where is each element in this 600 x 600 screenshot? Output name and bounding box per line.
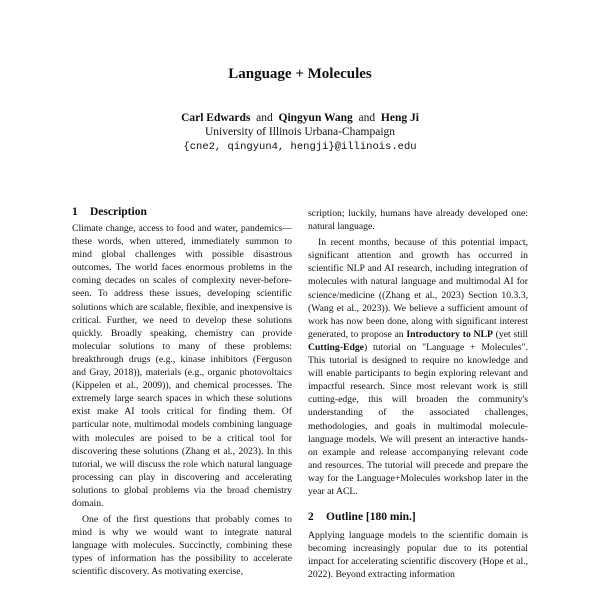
author-separator: and	[358, 112, 376, 124]
paragraph: Applying language models to the scientific domain is becoming increasingly popular due to its potential impact for accelerating scientific discovery (Hope et al., 2022). Beyond extracting information	[308, 530, 528, 581]
paragraph: One of the first questions that probably comes to mind is why we would want to integrate natural language with molecules. Succinctly, combining these types of information has the possibility to accelerate scientific discovery. As motivating exercise,	[72, 514, 292, 578]
section-title: Outline [180 min.]	[326, 511, 416, 524]
paragraph-text: (yet still	[492, 328, 528, 340]
section-number: 1	[72, 206, 78, 218]
author-name: Qingyun Wang	[278, 112, 353, 124]
section-title: Description	[90, 206, 147, 218]
paragraph-text: In recent months, because of this potential impact, significant attention and growth has occurred in scientific NLP and AI research, including integration of molecules with natural language and multimodal AI for science/medicine ((Zhang et al., 2023) Section 10.3.3, (Wang et al., 2023)). We believe a sufficient amount of work has now been done, along with significant interest generated, to propose an	[308, 237, 528, 340]
author-name: Heng Ji	[380, 112, 419, 124]
author-emails: {cne2, qingyun4, hengji}@illinois.edu	[183, 141, 417, 153]
section-heading	[308, 510, 528, 524]
affiliation: University of Illinois Urbana-Champaign	[204, 126, 396, 138]
paragraph: Climate change, access to food and water, pandemics— these words, when uttered, immediately summon to mind global challenges with possible disastrous outcomes. The world faces enormous problems in the coming decades on scales of complexity never-before-seen. To address these issues, developing scientific solutions which are scalable, flexible, and inexpensive is critical. Further, we need to develop these solutions quickly. Broadly speaking, chemistry can provide molecular solutions to many of these problems: breakthrough drugs (e.g., kinase inhibitors (Ferguson and Gray, 2018)), materials (e.g., organic photovoltaics (Kippelen et al., 2009)), and chemical processes. The extremely large search spaces in which these solutions exist make AI tools critical for finding them. Of particular note, multimodal models combining language with molecules are poised to be a critical tool for discovering these solutions (Zhang et al., 2023). In this tutorial, we will discuss the role which natural language processing can play in discovering and accelerating solutions to global problems via the broad chemistry domain.	[72, 223, 292, 509]
emphasis-text: Introductory to NLP	[406, 328, 493, 340]
section-number: 2	[308, 511, 314, 524]
paragraph-text: ) tutorial on "Language + Molecules". This tutorial is designed to require no knowledge and will enable participants to begin exploring relevant and impactful research. Since most relevant work is still cutting-edge, this will broaden the community's understanding of the associated challenges, methodologies, and goals in multimodal molecule-language models. We will present an interactive hands-on example and release accompanying relevant code and resources. The tutorial will precede and prepare the way for the Language+Molecules workshop later in the year at ACL.	[308, 341, 528, 497]
left-column	[72, 205, 292, 579]
author-line	[0, 111, 600, 125]
paragraph	[308, 236, 528, 498]
emphasis-text: Cutting-Edge	[308, 341, 364, 353]
paper-title: Language + Molecules	[228, 66, 372, 82]
right-column	[308, 207, 528, 581]
author-name: Carl Edwards	[181, 112, 251, 124]
author-separator: and	[256, 112, 273, 124]
paragraph: scription; luckily, humans have already developed one: natural language.	[308, 208, 528, 233]
section-heading	[72, 205, 292, 219]
